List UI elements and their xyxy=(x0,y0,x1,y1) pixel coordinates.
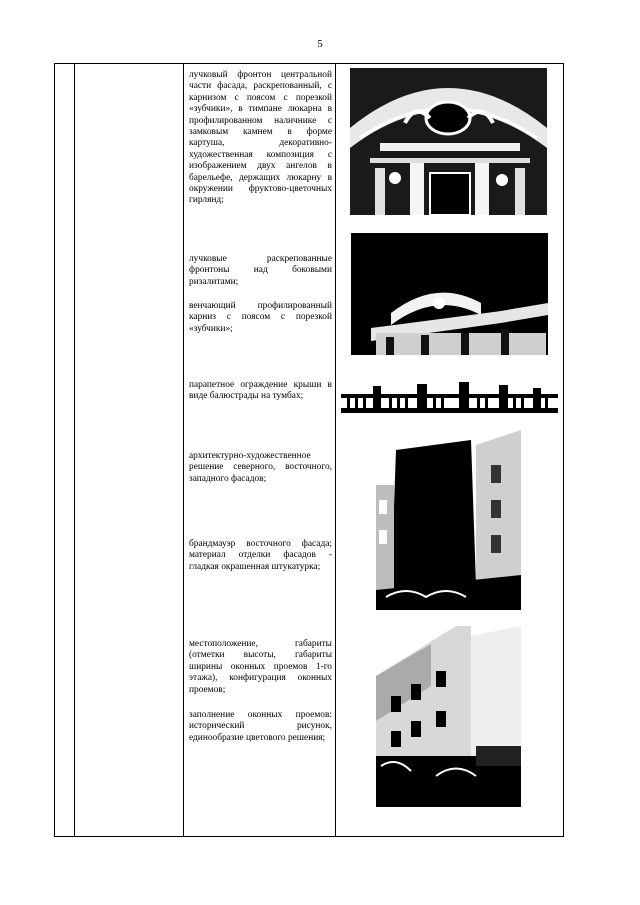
column-divider-1 xyxy=(74,64,75,836)
description-facades: архитектурно-художественное решение северного, восточного, западного фасадов; xyxy=(189,451,332,484)
photo-central-pediment xyxy=(350,68,547,215)
description-windows-location: местоположение, габариты (отметки высоты, габариты ширины оконных проемов 1-го этажа), конфигурация оконных проемов; xyxy=(189,639,332,695)
description-parapet: парапетное ограждение крыши в виде балюстрады на тумбах; xyxy=(189,380,332,402)
photo-facades xyxy=(376,425,521,610)
description-firewall: брандмауэр восточного фасада; материал отделки фасадов - гладкая окрашенная штукатурка; xyxy=(189,539,332,572)
description-pediment-central: лучковый фронтон центральной части фасада, раскрепованный, с карнизом с поясом с порезкой «зубчики», в тимпане люкарна в профилированном наличнике с замковым камнем в форме картуша, декоративно-художественная композиция с изображением двух ангелов в барельефе, держащих люкарну в окружении фруктово-цветочных гирлянд; xyxy=(189,70,332,206)
page-number: 5 xyxy=(317,38,323,50)
photo-balustrade xyxy=(341,380,558,416)
description-pediments-side: лучковые раскрепованные фронтоны над боковыми ризалитами; xyxy=(189,254,332,287)
column-divider-3 xyxy=(335,64,336,836)
column-divider-2 xyxy=(183,64,184,836)
description-cornice: венчающий профилированный карниз с поясом с порезкой «зубчики»; xyxy=(189,301,332,334)
photo-side-pediments xyxy=(351,233,548,355)
photo-windows xyxy=(376,626,521,807)
description-windows-filling: заполнение оконных проемов: исторический рисунок, единообразие цветового решения; xyxy=(189,710,332,743)
